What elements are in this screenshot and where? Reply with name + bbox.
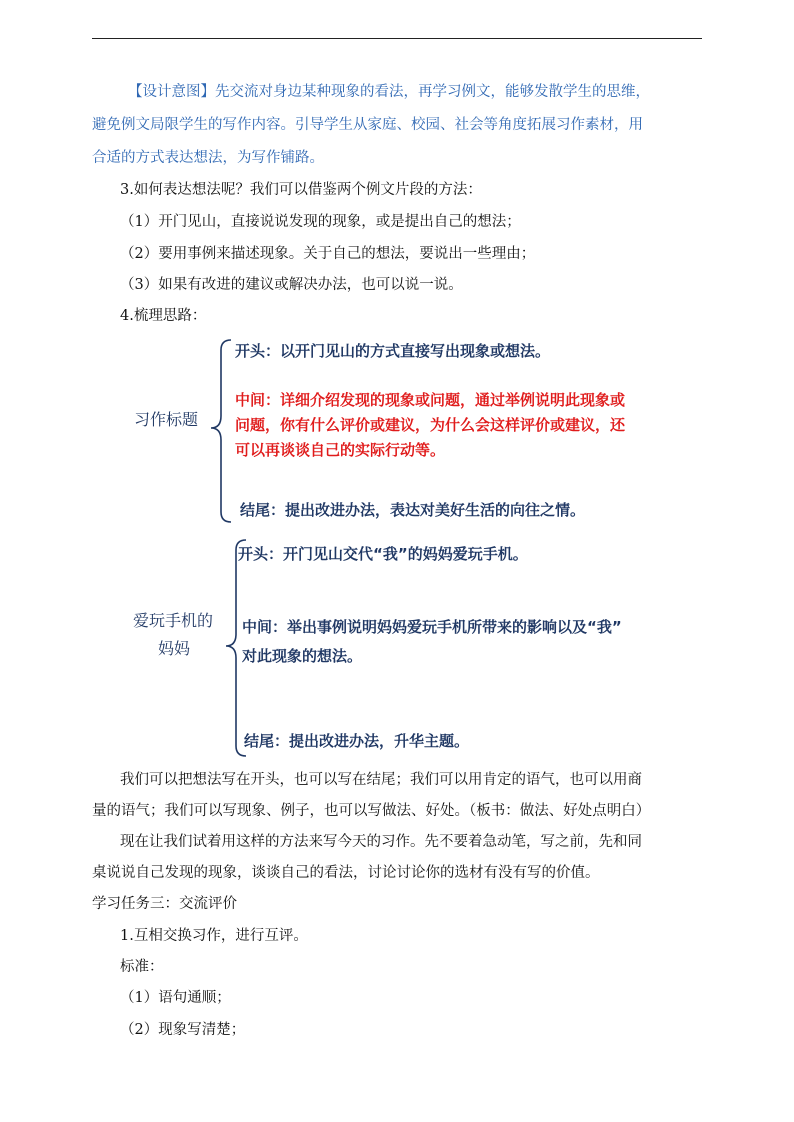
step3-item-1: （1）开门见山，直接说说发现的现象，或是提出自己的想法； xyxy=(120,214,521,230)
step3-item-2: （2）要用事例来描述现象。关于自己的想法，要说出一些理由； xyxy=(120,246,536,262)
diagram1-middle-line-2: 问题，你有什么评价或建议，为什么会这样评价或建议，还 xyxy=(235,416,626,434)
diagram1-ending: 结尾：提出改进办法，表达对美好生活的向往之情。 xyxy=(240,501,586,519)
diagram2-middle-line-1: 中间：举出事例说明妈妈爱玩手机所带来的影响以及“我” xyxy=(242,618,622,636)
task3-item-2: （2）现象写清楚； xyxy=(120,1022,246,1038)
diagram1-brace xyxy=(205,336,235,526)
diagram1-label: 习作标题 xyxy=(134,410,199,429)
diagram1-opening: 开头：以开门见山的方式直接写出现象或想法。 xyxy=(235,342,551,360)
diagram2-middle-line-2: 对此现象的想法。 xyxy=(242,647,363,665)
task3-item-1: （1）语句通顺； xyxy=(120,990,231,1006)
diagram2-ending: 结尾：提出改进办法，升华主题。 xyxy=(244,732,470,750)
diagram2-opening: 开头：开门见山交代“我”的妈妈爱玩手机。 xyxy=(238,545,528,563)
para1-line-2: 量的语气；我们可以写现象、例子，也可以写做法、好处。（板书：做法、好处点明白） xyxy=(92,803,651,819)
step4-title: 4.梳理思路： xyxy=(120,308,207,324)
diagram2-label-line-2: 妈妈 xyxy=(158,639,191,658)
diagram2-label-line-1: 爱玩手机的 xyxy=(133,611,214,630)
para2-line-2: 桌说说自己发现的现象，谈谈自己的看法，讨论讨论你的选材有没有写的价值。 xyxy=(92,865,600,881)
task3-standard: 标准： xyxy=(120,959,164,975)
header-rule xyxy=(92,38,702,39)
design-intent-line-2: 避免例文局限学生的写作内容。引导学生从家庭、校园、社会等角度拓展习作素材，用 xyxy=(92,117,643,133)
para1-line-1: 我们可以把想法写在开头，也可以写在结尾；我们可以用肯定的语气，也可以用商 xyxy=(120,772,642,788)
task3-step1: 1.互相交换习作，进行互评。 xyxy=(120,928,308,944)
step3-title: 3.如何表达想法呢？我们可以借鉴两个例文片段的方法： xyxy=(120,182,482,198)
para2-line-1: 现在让我们试着用这样的方法来写今天的习作。先不要着急动笔，写之前，先和同 xyxy=(120,834,642,850)
diagram1-middle-line-1: 中间：详细介绍发现的现象或问题，通过举例说明此现象或 xyxy=(235,391,626,409)
design-intent-line-3: 合适的方式表达想法，为写作铺路。 xyxy=(92,150,324,166)
step3-item-3: （3）如果有改进的建议或解决办法，也可以说一说。 xyxy=(120,277,463,293)
diagram1-middle-line-3: 可以再谈谈自己的实际行动等。 xyxy=(235,441,446,459)
task3-title: 学习任务三：交流评价 xyxy=(92,896,237,912)
design-intent-line-1: 【设计意图】先交流对身边某种现象的看法，再学习例文，能够发散学生的思维， xyxy=(128,84,650,100)
